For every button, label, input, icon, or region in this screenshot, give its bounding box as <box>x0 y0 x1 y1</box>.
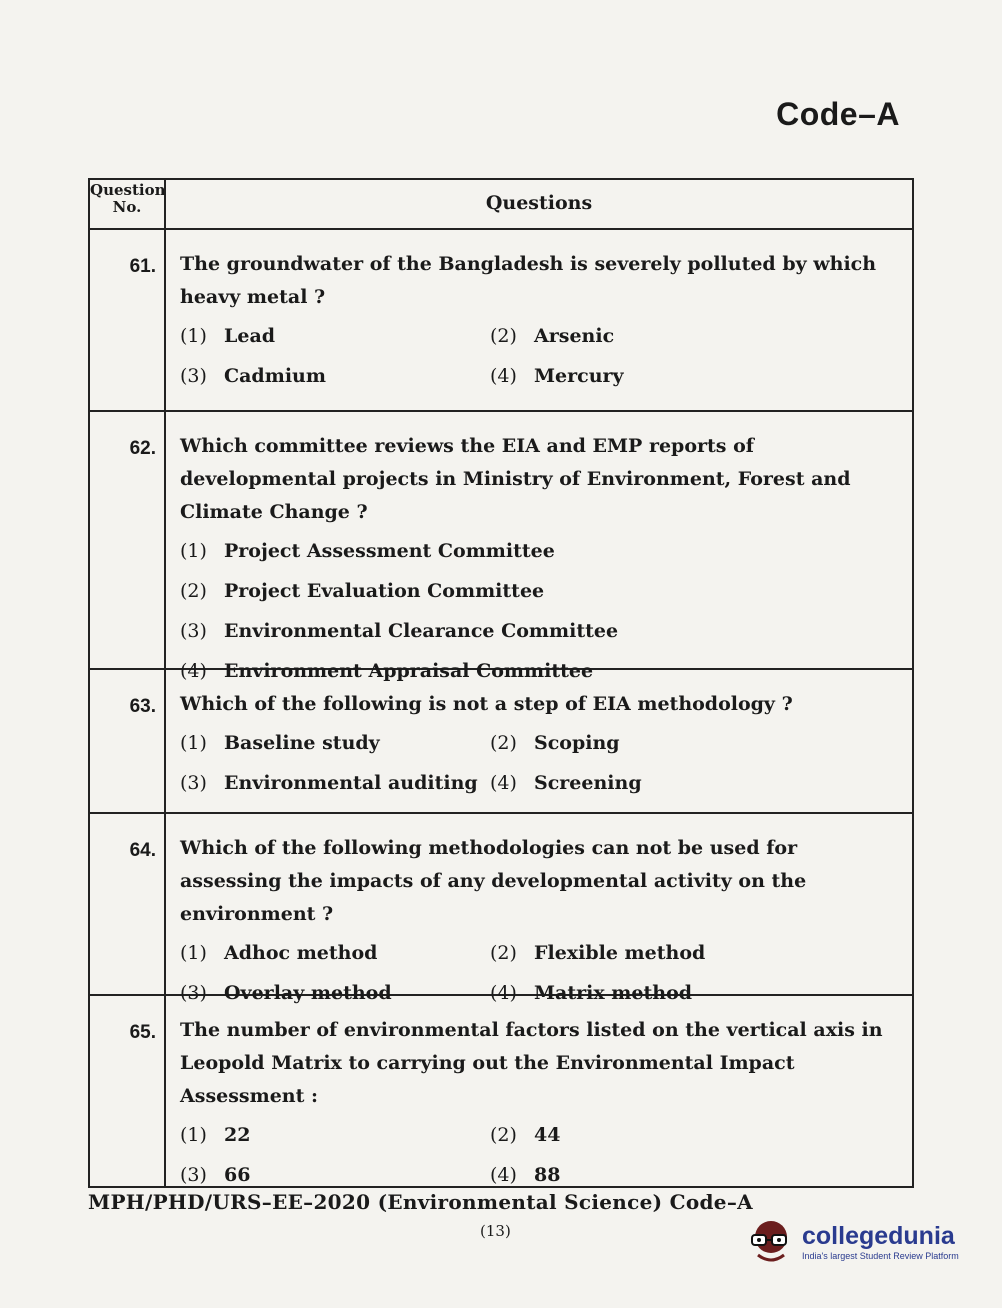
option: (4) Mercury <box>490 365 624 387</box>
option: (4) Screening <box>490 772 642 794</box>
question-number: 64. <box>129 840 156 861</box>
option: (2) Scoping <box>490 732 620 754</box>
page-number: (13) <box>480 1222 511 1240</box>
watermark-brand: collegedunia <box>802 1222 955 1250</box>
question-text: The groundwater of the Bangladesh is severely polluted by which heavy metal ? <box>180 253 877 308</box>
collegedunia-watermark <box>744 1214 966 1270</box>
question-row <box>90 668 912 814</box>
option: (1) Adhoc method <box>180 942 378 964</box>
questions-header: Questions <box>485 192 593 214</box>
question-text: The number of environmental factors listed on the vertical axis in Leopold Matrix to carrying out the Environmental Impact Assessment : <box>180 1019 883 1107</box>
option: (3) Environmental Clearance Committee <box>180 620 619 642</box>
option: (1) Lead <box>180 325 276 347</box>
questions-table <box>88 178 914 1188</box>
question-row <box>90 228 912 412</box>
option: (4) Environment Appraisal Committee <box>180 660 594 682</box>
question-number: 63. <box>129 696 156 717</box>
option: (2) Flexible method <box>490 942 706 964</box>
question-row <box>90 410 912 682</box>
paper-footer: MPH/PHD/URS–EE–2020 (Environmental Science) Code–A <box>88 1190 753 1214</box>
mascot-logo-icon <box>744 1215 798 1269</box>
option: (4) Matrix method <box>490 982 693 1004</box>
table-header <box>90 180 912 230</box>
option: (2) Arsenic <box>490 325 615 347</box>
question-number: 65. <box>129 1022 156 1043</box>
question-row <box>90 812 912 1004</box>
option: (1) 22 <box>180 1124 251 1146</box>
question-text: Which of the following is not a step of EIA methodology ? <box>180 693 793 715</box>
option: (3) 66 <box>180 1164 251 1186</box>
option: (3) Cadmium <box>180 365 326 387</box>
watermark-tagline: India's largest Student Review Platform <box>802 1251 959 1261</box>
question-text: Which committee reviews the EIA and EMP reports of developmental projects in Ministry of Environment, Forest and Climate Change ? <box>180 435 851 523</box>
question-number: 62. <box>129 438 156 459</box>
option: (2) Project Evaluation Committee <box>180 580 545 602</box>
option: (1) Project Assessment Committee <box>180 540 555 562</box>
option: (2) 44 <box>490 1124 561 1146</box>
option: (3) Environmental auditing <box>180 772 478 794</box>
option: (4) 88 <box>490 1164 561 1186</box>
question-text: Which of the following methodologies can not be used for assessing the impacts of any developmental activity on the environment ? <box>180 837 807 925</box>
option: (1) Baseline study <box>180 732 380 754</box>
paper-code: Code–A <box>776 96 900 132</box>
option: (3) Overlay method <box>180 982 392 1004</box>
question-no-header: Question No. <box>90 181 166 216</box>
question-row <box>90 994 912 1186</box>
question-number: 61. <box>129 256 156 277</box>
